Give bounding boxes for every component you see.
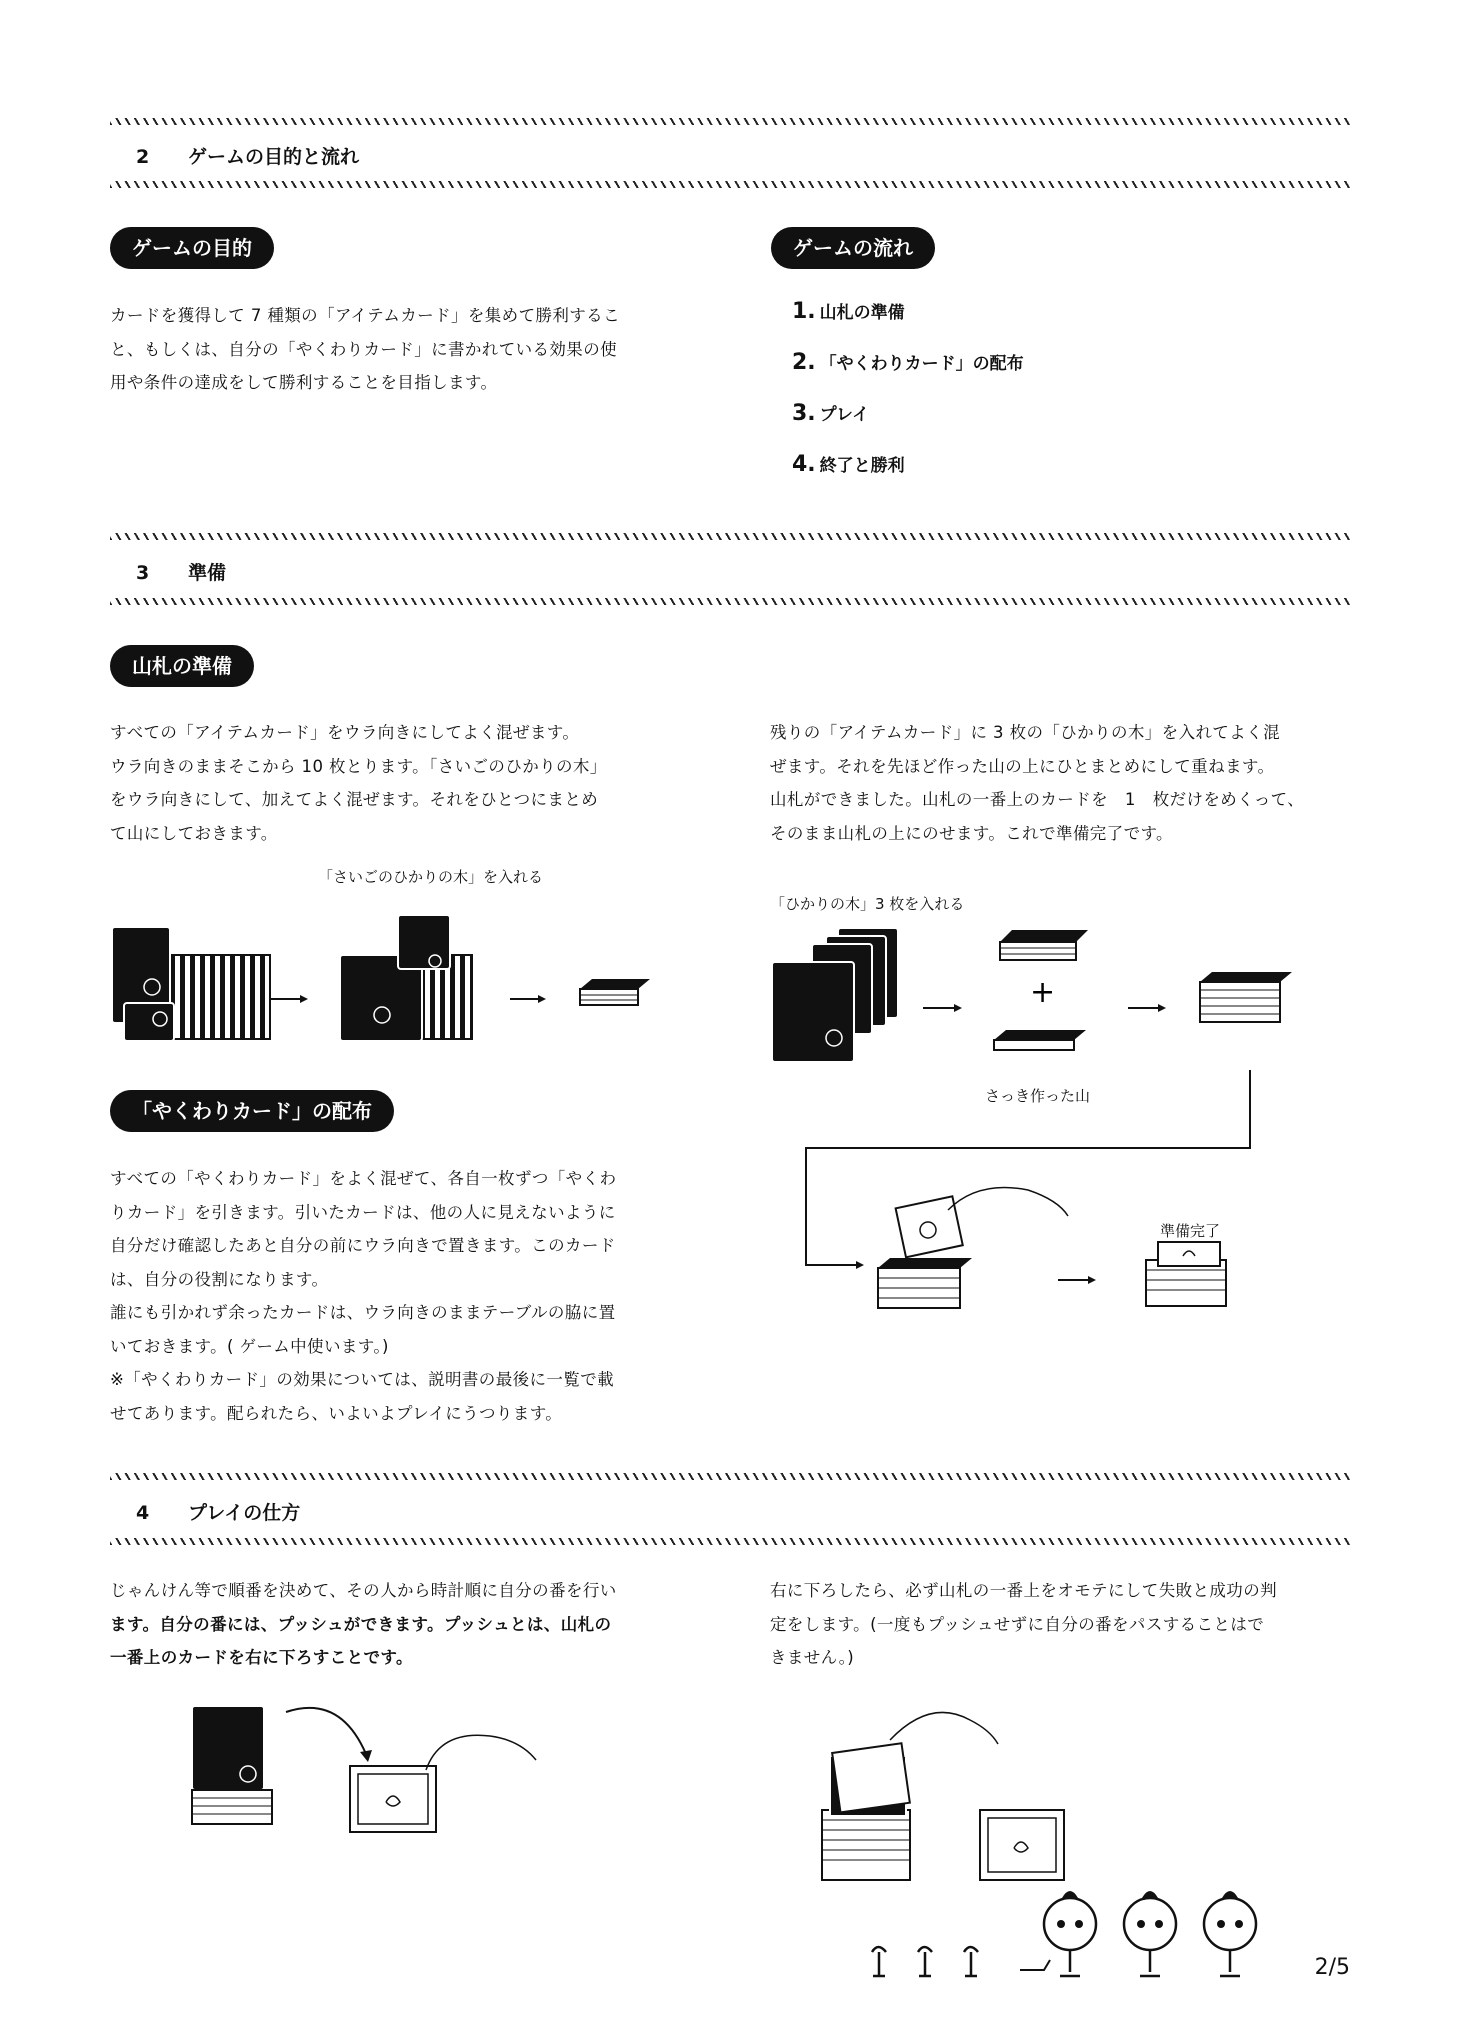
list-item: 4. 終了と勝利	[792, 452, 905, 477]
text-line: すべての「やくわりカード」をよく混ぜて、各自一枚ずつ「やくわ	[110, 1169, 617, 1188]
flow-label: ゲームの流れ	[771, 227, 935, 269]
purpose-text	[110, 299, 700, 400]
section-title: プレイの仕方	[188, 1502, 301, 1524]
text-line: すべての「アイテムカード」をウラ向きにしてよく混ぜます。	[110, 723, 580, 742]
play-text-right	[770, 1574, 1360, 1675]
section-divider	[110, 118, 1350, 125]
text-line: ぜます。それを先ほど作った山の上にひとまとめにして重ねます。	[770, 756, 1275, 776]
deck-merge-illustration	[768, 920, 1368, 1320]
roles-text	[110, 1162, 705, 1430]
text-line: 右に下ろしたら、必ず山札の一番上をオモテにして失敗と成功の判	[770, 1581, 1277, 1600]
list-item: 2. 「やくわりカード」の配布	[792, 350, 1024, 375]
play-text-left	[110, 1574, 705, 1675]
text-line: そのまま山札の上にのせます。これで準備完了です。	[770, 823, 1173, 843]
deck-build-illustration	[110, 915, 690, 1045]
text-line: せてあります。配られたら、いよいよプレイにうつります。	[110, 1403, 563, 1423]
section-number: 4	[136, 1502, 150, 1524]
text-line: ます。自分の番には、プッシュができます。プッシュとは、山札の	[110, 1614, 612, 1634]
text-line: 用や条件の達成をして勝利することを目指します。	[110, 373, 498, 392]
text-line: ※「やくわりカード」の効果については、説明書の最後に一覧で載	[110, 1370, 614, 1389]
text-line: て山にしておきます。	[110, 823, 278, 843]
text-line: 自分だけ確認したあと自分の前にウラ向きで置きます。このカード	[110, 1236, 616, 1255]
purpose-label: ゲームの目的	[110, 227, 274, 269]
caption-ready: 準備完了	[1160, 1222, 1221, 1240]
deck-text-left	[110, 716, 700, 850]
text-line: 山札ができました。山札の一番上のカードを 1 枚だけをめくって、	[770, 790, 1305, 809]
section-divider	[110, 598, 1350, 605]
push-card-illustration	[190, 1700, 550, 1840]
flip-card-illustration	[820, 1700, 1180, 1885]
section-divider	[110, 1538, 1350, 1545]
text-line: きません。)	[770, 1648, 855, 1667]
mascot-icon	[1204, 1891, 1256, 1976]
text-line: ウラ向きのままそこから 10 枚とります。「さいごのひかりの木」	[110, 756, 607, 776]
mascot-icon	[1020, 1891, 1096, 1976]
flow-list	[792, 298, 1024, 502]
mascot-icon	[1124, 1891, 1176, 1976]
text-line: 誰にも引かれず余ったカードは、ウラ向きのままテーブルの脇に置	[110, 1303, 616, 1322]
text-line: は、自分の役割になります。	[110, 1269, 329, 1289]
section-divider	[110, 1473, 1350, 1480]
caption-last-tree: 「さいごのひかりの木」を入れる	[318, 868, 544, 886]
caption-tree-three: 「ひかりの木」3 枚を入れる	[770, 895, 965, 913]
svg-text:+: +	[1030, 975, 1056, 1010]
section-divider	[110, 181, 1350, 188]
text-line: と、もしくは、自分の「やくわりカード」に書かれている効果の使	[110, 339, 617, 359]
text-line: をウラ向きにして、加えてよく混ぜます。それをひとつにまとめ	[110, 790, 599, 809]
text-line: 定をします。(一度もプッシュせずに自分の番をパスすることはで	[770, 1614, 1265, 1634]
text-line: りカード」を引きます。引いたカードは、他の人に見えないように	[110, 1202, 616, 1222]
section-divider	[110, 533, 1350, 540]
section-title: 準備	[188, 562, 227, 584]
list-item: 3. プレイ	[792, 401, 870, 426]
text-line: 一番上のカードを右に下ろすことです。	[110, 1648, 413, 1667]
page-number: 2/5	[1314, 1955, 1350, 1980]
section-number: 2	[136, 146, 150, 168]
text-line: 残りの「アイテムカード」に 3 枚の「ひかりの木」を入れてよく混	[770, 723, 1280, 742]
section-4-heading	[136, 1498, 300, 1525]
section-2-heading	[136, 142, 359, 169]
mascot-footer	[860, 1880, 1290, 1990]
section-number: 3	[136, 562, 150, 584]
text-line: じゃんけん等で順番を決めて、その人から時計順に自分の番を行い	[110, 1581, 617, 1600]
caption-previous-pile: さっき作った山	[985, 1087, 1091, 1105]
deck-label: 山札の準備	[110, 645, 254, 687]
list-item: 1. 山札の準備	[792, 299, 905, 324]
section-3-heading	[136, 558, 226, 585]
roles-label: 「やくわりカード」の配布	[110, 1090, 394, 1132]
deck-text-right	[770, 716, 1360, 850]
section-title: ゲームの目的と流れ	[188, 146, 360, 168]
text-line: いておきます。( ゲーム中使います。)	[110, 1336, 389, 1356]
text-line: カードを獲得して 7 種類の「アイテムカード」を集めて勝利するこ	[110, 306, 620, 325]
